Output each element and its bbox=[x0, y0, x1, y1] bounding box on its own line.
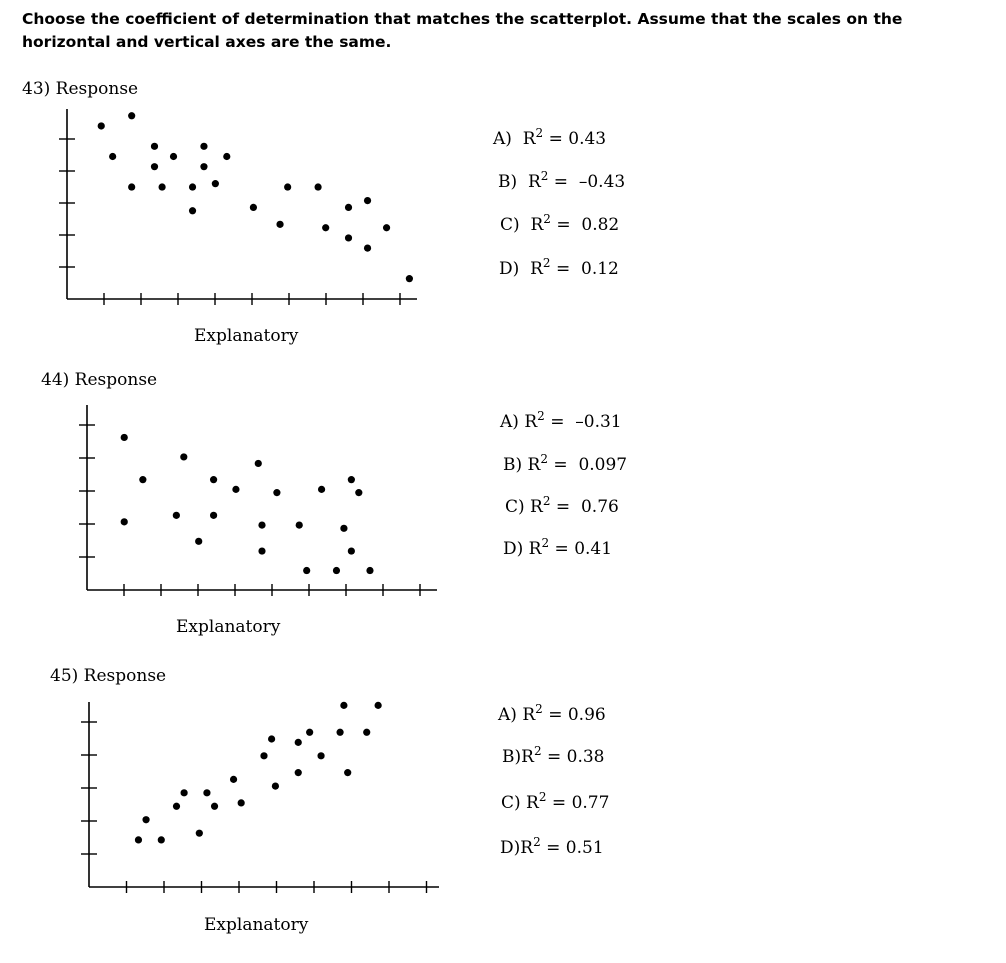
r-exponent: 2 bbox=[540, 452, 548, 466]
equals-sign: = bbox=[548, 705, 563, 725]
choice-letter: A) bbox=[493, 129, 512, 149]
data-point bbox=[238, 799, 245, 806]
r-symbol: R bbox=[530, 497, 543, 517]
question-number: 45) bbox=[50, 666, 79, 686]
r-exponent: 2 bbox=[541, 536, 550, 550]
choice-letter: B) bbox=[503, 455, 523, 475]
data-point bbox=[258, 547, 265, 554]
data-point bbox=[173, 803, 180, 810]
choice-value: 0.51 bbox=[565, 838, 604, 858]
data-point bbox=[128, 112, 135, 119]
choice-value: –0.43 bbox=[578, 172, 626, 192]
equals-sign: = bbox=[553, 172, 569, 192]
r-exponent: 2 bbox=[537, 409, 545, 423]
data-point bbox=[284, 183, 291, 190]
instructions: Choose the coefficient of determination that matches the scatterplot. Assume that the scales on the horizontal and vertical axes are the same. bbox=[22, 10, 903, 51]
data-point bbox=[344, 769, 351, 776]
choice-value: 0.76 bbox=[580, 497, 619, 517]
r-symbol: R bbox=[527, 172, 541, 192]
equals-sign: = bbox=[555, 259, 571, 279]
data-point bbox=[223, 153, 230, 160]
choice-letter: B) bbox=[502, 747, 522, 767]
data-point bbox=[200, 143, 207, 150]
data-point bbox=[322, 224, 329, 231]
equals-sign: = bbox=[556, 215, 571, 235]
r-exponent: 2 bbox=[533, 835, 541, 849]
r-exponent: 2 bbox=[535, 126, 544, 140]
data-point bbox=[295, 769, 302, 776]
choice-letter: D) bbox=[503, 539, 524, 559]
equals-sign: = bbox=[550, 412, 565, 432]
data-point bbox=[98, 122, 105, 129]
data-point bbox=[211, 803, 218, 810]
data-point bbox=[276, 221, 283, 228]
data-point bbox=[170, 153, 177, 160]
r-symbol: R bbox=[528, 539, 542, 559]
data-point bbox=[364, 197, 371, 204]
choice-value: 0.96 bbox=[567, 705, 606, 725]
equals-sign: = bbox=[553, 455, 568, 475]
data-point bbox=[159, 183, 166, 190]
data-point bbox=[210, 512, 217, 519]
data-point bbox=[258, 521, 265, 528]
data-point bbox=[364, 245, 371, 252]
choice-value: 0.82 bbox=[581, 215, 620, 235]
r-exponent: 2 bbox=[542, 494, 551, 508]
question-number: 43) bbox=[22, 79, 51, 99]
data-point bbox=[250, 204, 257, 211]
data-point bbox=[333, 567, 340, 574]
r-exponent: 2 bbox=[533, 744, 542, 758]
r-exponent: 2 bbox=[535, 702, 543, 716]
data-point bbox=[230, 776, 237, 783]
r-symbol: R bbox=[527, 455, 541, 475]
equals-sign: = bbox=[555, 497, 571, 517]
r-symbol: R bbox=[522, 129, 536, 149]
data-point bbox=[189, 207, 196, 214]
choice-letter: C) bbox=[505, 497, 525, 517]
data-point bbox=[210, 476, 217, 483]
r-symbol: R bbox=[521, 747, 534, 767]
r-exponent: 2 bbox=[543, 212, 551, 226]
x-axis-label: Explanatory bbox=[204, 915, 309, 935]
r-symbol: R bbox=[524, 412, 538, 432]
data-point bbox=[340, 525, 347, 532]
equals-sign: = bbox=[546, 838, 561, 858]
data-point bbox=[139, 476, 146, 483]
data-point bbox=[375, 702, 382, 709]
r-symbol: R bbox=[520, 838, 534, 858]
choice-value: 0.38 bbox=[566, 747, 605, 767]
data-point bbox=[268, 735, 275, 742]
data-point bbox=[296, 521, 303, 528]
equals-sign: = bbox=[551, 793, 567, 813]
data-point bbox=[336, 729, 343, 736]
data-point bbox=[340, 702, 347, 709]
x-axis-label: Explanatory bbox=[194, 326, 299, 346]
choice-value: 0.77 bbox=[571, 793, 610, 813]
y-axis-label: Response bbox=[55, 79, 139, 99]
data-point bbox=[142, 816, 149, 823]
x-axis-label: Explanatory bbox=[176, 617, 281, 637]
r-symbol: R bbox=[530, 215, 544, 235]
data-point bbox=[345, 204, 352, 211]
r-exponent: 2 bbox=[538, 790, 547, 804]
choice-value: 0.097 bbox=[578, 455, 628, 475]
data-point bbox=[121, 434, 128, 441]
data-point bbox=[200, 163, 207, 170]
choice-letter: C) bbox=[500, 215, 520, 235]
data-point bbox=[203, 789, 210, 796]
choice-letter: D) bbox=[499, 259, 520, 279]
data-point bbox=[272, 782, 279, 789]
y-axis-label: Response bbox=[74, 370, 158, 390]
data-point bbox=[318, 486, 325, 493]
data-point bbox=[135, 836, 142, 843]
data-point bbox=[317, 752, 324, 759]
data-point bbox=[363, 729, 370, 736]
data-point bbox=[314, 183, 321, 190]
equals-sign: = bbox=[546, 747, 562, 767]
data-point bbox=[383, 224, 390, 231]
data-point bbox=[306, 729, 313, 736]
data-point bbox=[212, 180, 219, 187]
choice-value: 0.12 bbox=[581, 259, 619, 279]
data-point bbox=[348, 476, 355, 483]
data-point bbox=[195, 538, 202, 545]
choice-value: 0.43 bbox=[568, 129, 607, 149]
data-point bbox=[173, 512, 180, 519]
choice-value: –0.31 bbox=[575, 412, 622, 432]
r-exponent: 2 bbox=[540, 169, 549, 183]
data-point bbox=[189, 183, 196, 190]
r-symbol: R bbox=[526, 793, 539, 813]
data-point bbox=[232, 486, 239, 493]
choice-value: 0.41 bbox=[574, 539, 613, 559]
data-point bbox=[151, 143, 158, 150]
data-point bbox=[180, 453, 187, 460]
question-number: 44) bbox=[41, 370, 70, 390]
r-exponent: 2 bbox=[542, 256, 551, 270]
equals-sign: = bbox=[554, 539, 569, 559]
data-point bbox=[406, 275, 413, 282]
data-point bbox=[366, 567, 373, 574]
data-point bbox=[355, 489, 362, 496]
choice-letter: B) bbox=[498, 172, 518, 192]
choice-letter: D) bbox=[500, 838, 521, 858]
data-point bbox=[348, 547, 355, 554]
choice-letter: A) bbox=[500, 412, 519, 432]
data-point bbox=[181, 789, 188, 796]
data-point bbox=[196, 830, 203, 837]
data-point bbox=[295, 739, 302, 746]
r-symbol: R bbox=[530, 259, 543, 279]
y-axis-label: Response bbox=[83, 666, 167, 686]
data-point bbox=[151, 163, 158, 170]
data-point bbox=[260, 752, 267, 759]
choice-letter: C) bbox=[501, 793, 521, 813]
data-point bbox=[128, 183, 135, 190]
data-point bbox=[121, 518, 128, 525]
data-point bbox=[109, 153, 116, 160]
data-point bbox=[255, 460, 262, 467]
r-symbol: R bbox=[522, 705, 536, 725]
data-point bbox=[303, 567, 310, 574]
data-point bbox=[273, 489, 280, 496]
choice-letter: A) bbox=[498, 705, 517, 725]
data-point bbox=[345, 234, 352, 241]
equals-sign: = bbox=[548, 129, 563, 149]
data-point bbox=[158, 836, 165, 843]
